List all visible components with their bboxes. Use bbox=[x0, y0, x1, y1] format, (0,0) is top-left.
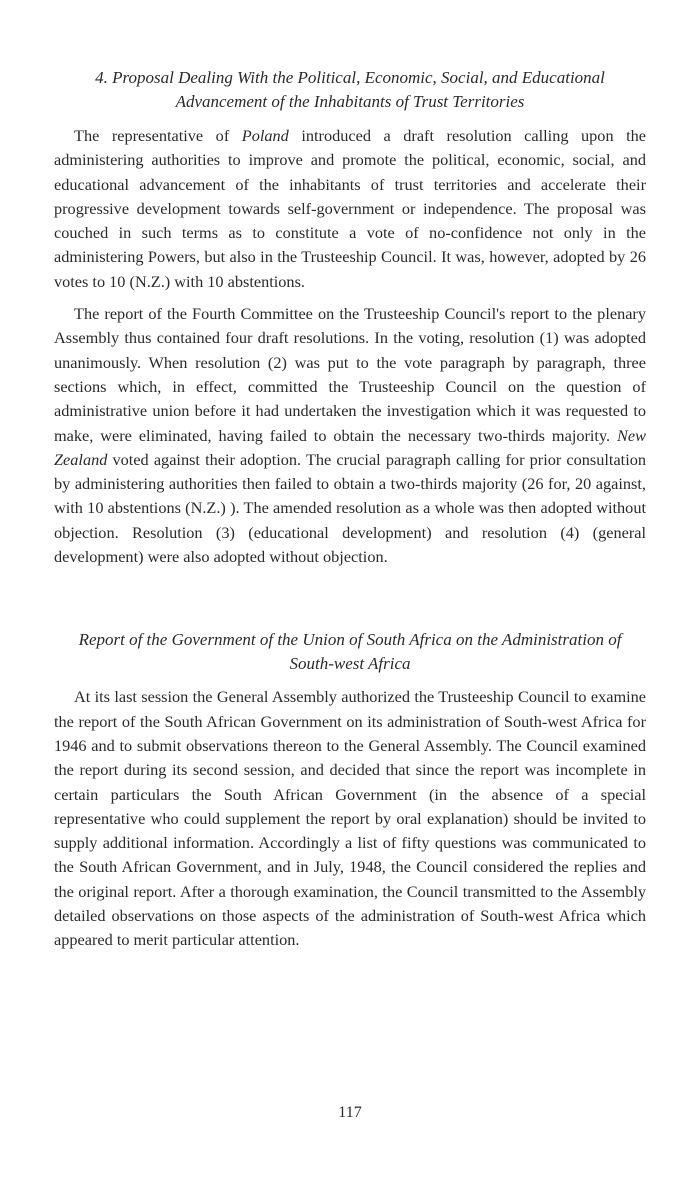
italic-term: New Zealand bbox=[54, 425, 646, 469]
paragraph-text: The report of the Fourth Committee on the Trusteeship Council's report to the plenary Assembly thus contained four draft resolutions. In the voting, resolution (1) was adopted unanimously. When resolution (2) was put to the vote paragraph by paragraph, three sections which, in effect, committed the Trusteeship Council on the question of administrative union before it had undertaken the investigation which it was requested to make, were eliminated, having failed to obtain the necessary two-thirds majority. bbox=[54, 304, 646, 445]
paragraph-south-west-africa-report: At its last session the General Assembly authorized the Trusteeship Council to examine the report of the South African Government on its administration of South-west Africa for 1946 and to submit observations thereon to the General Assembly. The Council examined the report during its second session, and decided that since the report was incomplete in certain particulars the South African Government (in the absence of a special representative who could supplement the report by oral explanation) should be invited to supply additional information. Accordingly a list of fifty questions was communicated to the South African Government, and in July, 1948, the Council considered the replies and the original report. After a thorough examination, the Council transmitted to the Assembly detailed observations on those aspects of the administration of South-west Africa which appeared to merit particular attention. bbox=[54, 687, 646, 950]
page-body bbox=[54, 66, 646, 961]
paragraph-text: voted against their adoption. The crucial paragraph calling for prior consultation by administering authorities then failed to obtain a two-thirds majority (26 for, 20 against, with 10 abstentions (N.Z.) ). The amended resolution as a whole was then adopted without objection. Resolution (3) (educational development) and resolution (4) (general development) were also adopted without objection. bbox=[54, 449, 646, 567]
page-number: 117 bbox=[338, 1104, 362, 1121]
italic-term: Poland bbox=[241, 126, 289, 145]
section-heading-trust-territories: 4. Proposal Dealing With the Political, Economic, Social, and Educational Advancement of the Inhabitants of Trust Territories bbox=[95, 68, 605, 111]
section-spacer bbox=[54, 577, 646, 628]
paragraph-text: introduced a draft resolution calling upon the administering authorities to improve and promote the political, economic, social, and educational advancement of the inhabitants of trust territories and accelerate their progressive development towards self-government or independence. The proposal was couched in such terms as to constitute a vote of no-confidence not only in the administering Powers, but also in the Trusteeship Council. It was, however, adopted by 26 votes to 10 (N.Z.) with 10 abstentions. bbox=[54, 126, 647, 291]
paragraph-fourth-committee-report bbox=[54, 302, 646, 569]
section-heading-south-west-africa: Report of the Government of the Union of South Africa on the Administration of South-west Africa bbox=[78, 630, 622, 674]
paragraph-poland-proposal bbox=[54, 124, 646, 294]
paragraph-text: The representative of bbox=[74, 126, 242, 145]
